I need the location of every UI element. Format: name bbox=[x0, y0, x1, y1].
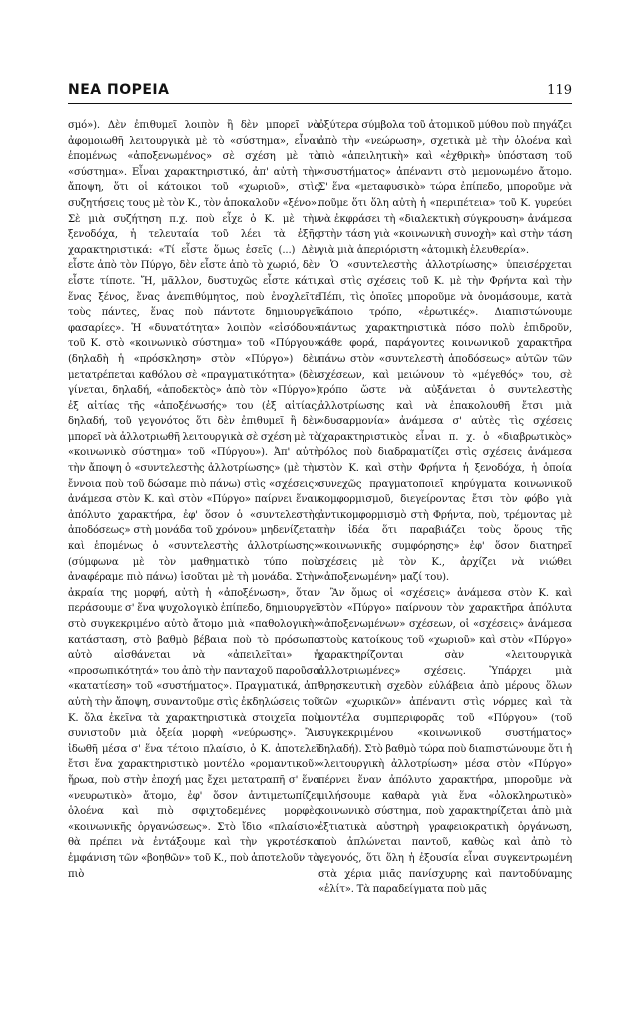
page-number: 119 bbox=[547, 83, 572, 98]
right-column bbox=[318, 118, 572, 898]
page-header bbox=[68, 76, 572, 98]
header-rule bbox=[68, 103, 572, 104]
running-title: ΝΕΑ ΠΟΡΕΙΑ bbox=[68, 82, 170, 98]
paragraph: Ἂν ὅμως οἱ «σχέσεις» ἀνάμεσα στὸν Κ. καὶ στὸν «Πύργο» παίρνουν τὸν χαρακτῆρα ἀπόλυτα «ἀποξενωμένων» σχέσεων, οἱ «σχέσεις» ἀνάμεσα στοὺς κατοίκους τοῦ «χωριοῦ» καὶ στὸν «Πύργο» χαρακτηρίζονται σὰν «λειτουργικὰ ἀλλοτριωμένες» σχέσεις. Ὑπάρχει μιὰ θρησκευτικὴ σχεδὸν εὐλάβεια ἀπὸ μέρους ὅλων τῶν «χωρικῶν» ἀπέναντι στὶς νόρμες καὶ τὰ μοντέλα συμπεριφορᾶς τοῦ «Πύργου» (τοῦ συγκεκριμένου «κοινωνικοῦ συστήματος» δηλαδή). Στὸ βαθμὸ τώρα ποὺ διαπιστώνουμε ὅτι ἡ «λειτουργικὴ ἀλλοτρίωση» μέσα στὸν «Πύργο» πέρνει ἕναν ἀπόλυτο χαρακτήρα, μποροῦμε νὰ μιλήσουμε καθαρὰ γιὰ ἕνα «ὁλοκληρωτικὸ» κοινωνικὸ σύστημα, ποὺ χαρακτηρίζεται ἀπὸ μιὰ ἐξτιατικὰ αὐστηρὴ γραφειοκρατικὴ ὀργάνωση, ποὺ ἀπλώνεται παντοῦ, καθὼς καὶ ἀπὸ τὸ γεγονός, ὅτι ὅλη ἡ ἐξουσία εἶναι συγκεντρωμένη στὰ χέρια μιᾶς πανίσχυρης καὶ παντοδύναμης «ἐλίτ». Τὰ παραδείγματα ποὺ μᾶς bbox=[318, 587, 572, 896]
left-column bbox=[68, 118, 320, 882]
paragraph: ὀξύτερα σύμβολα τοῦ ἀτομικοῦ μύθου ποὺ πηγάζει ἀπὸ τὴν «νεώρωση», σχετικὰ μὲ τὴν ὁλοένα καὶ πιὸ «ἀπειλητικὴ» καὶ «ἐχθρικὴ» ὑπόσταση τοῦ «συστήματος» ἀπέναντι στὸ μεμονωμένο ἄτομο. Σ' ἕνα «μεταφυσικὸ» τώρα ἐπίπεδο, μποροῦμε νὰ ποῦμε ὅτι ὅλη αὐτὴ ἡ «περιπέτεια» τοῦ Κ. γυρεύει νὰ ἐκφράσει τὴ «διαλεκτικὴ σύγκρουση» ἀνάμεσα στὴν τάση γιὰ «κοινωνικὴ συνοχὴ» καὶ στὴν τάση γιὰ μιὰ ἀπεριόριστη «ἀτομικὴ ἐλευθερία». bbox=[318, 120, 572, 256]
paragraph: Ὁ «συντελεστὴς ἀλλοτρίωσης» ὑπεισέρχεται καὶ στὶς σχέσεις τοῦ Κ. μὲ τὴν Φρήντα καὶ τὴν Πέπι, τὶς ὁποῖες μποροῦμε νὰ ὀνομάσουμε, κατὰ κάποιο τρόπο, «ἐρωτικές». Διαπιστώνουμε πάντως χαρακτηριστικὰ πόσο πολὺ ἐπιδροῦν, κάθε φορά, παράγοντες κοινωνικοῦ χαρακτῆρα πάνω στὸν «συντελεστὴ ἀποδόσεως» αὐτῶν τῶν σχέσεων, καὶ μειώνουν τὸ «μέγεθός» του, σὲ τρόπο ὥστε νὰ αὐξάνεται ὁ συντελεστὴς ἀλλοτρίωσης καὶ νὰ ἐπακολουθῆ ἔτσι μιὰ «δυσαρμονία» ἀνάμεσα σ' αὐτὲς τὶς σχέσεις (χαρακτηριστικὸς εἶναι π. χ. ὁ «διαβρωτικὸς» ρόλος ποὺ διαδραματίζει στὶς σχέσεις ἀνάμεσα στὸν Κ. καὶ στὴν Φρήντα ἡ ξενοδόχα, ἡ ὁποία συνεχῶς πραγματοποιεῖ κηρύγματα κοινωνικοῦ κομφορμισμοῦ, διεγείροντας ἔτσι τὸν φόβο γιὰ ἀντικομφορμισμὸ στὴ Φρήντα, ποὺ, τρέμοντας μὲ τὴν ἰδέα ὅτι παραβιάζει τοὺς ὅρους τῆς «κοινωνικῆς συμφόρησης» ἐφ' ὅσον διατηρεῖ σχέσεις μὲ τὸν Κ., ἀρχίζει νὰ νιώθει «ἀποξενωμένη» μαζί του). bbox=[318, 260, 572, 584]
paragraph: σμό»). Δὲν ἐπιθυμεῖ λοιπὸν ἢ δὲν μπορεῖ νὰ ἀφομοιωθῆ λειτουργικὰ μὲ τὸ «σύστημα», εἶναι ἑπομένως «ἀποξενωμένος» σὲ σχέση μὲ τὸ «σύστημα». Εἶναι χαρακτηριστικό, ἀπ' αὐτὴ τὴν ἄποψη, ὅτι οἱ κάτοικοι τοῦ «χωριοῦ», στὶς συζητήσεις τους μὲ τὸν Κ., τὸν ἀποκαλοῦν «ξένο». Σὲ μιὰ συζήτηση π.χ. ποὺ εἶχε ὁ Κ. μὲ τὴν ξενοδόχα, ἡ τελευταία τοῦ λέει τὰ ἑξῆς χαρακτηριστικά: «Τί εἶστε ὅμως ἐσεῖς (...) Δὲν εἶστε ἀπὸ τὸν Πύργο, δὲν εἶστε ἀπὸ τὸ χωριό, δὲν εἶστε τίποτε. Ἤ, μᾶλλον, δυστυχῶς εἶστε κάτι, ἕνας ξένος, ἕνας ἀνεπιθύμητος, ποὺ ἐνοχλεῖτε τοὺς πάντες, ἕνας ποὺ πάντοτε δημιουργεῖ φασαρίες». Ἡ «δυνατότητα» λοιπὸν «εἰσόδου» τοῦ Κ. στὸ «κοινωνικὸ σύστημα» τοῦ «Πύργου» (δηλαδὴ ἡ «πρόσκληση» στὸν «Πύργο») δὲν μετατρέπεται καθόλου σὲ «πραγματικότητα» (δὲν γίνεται, δηλαδή, «ἀποδεκτὸς» ἀπὸ τὸν «Πύργο») ἐξ αἰτίας τῆς «ἀποξένωσής» του (ἐξ αἰτίας, δηλαδή, τοῦ γεγονότος ὅτι δὲν ἐπιθυμεῖ ἢ δὲν μπορεῖ νὰ ἀλλοτριωθῆ λειτουργικὰ σὲ σχέση μὲ τὸ «κοινωνικὸ σύστημα» τοῦ «Πύργου»). Ἀπ' αὐτὴ τὴν ἄποψη ὁ «συντελεστὴς ἀλλοτρίωσης» (μὲ τὴν ἔννοια ποὺ τοῦ δώσαμε πιὸ πάνω) στὶς «σχέσεις» ἀνάμεσα στὸν Κ. καὶ στὸν «Πύργο» παίρνει ἕναν ἀπόλυτο χαρακτήρα, ἐφ' ὅσον ὁ «συντελεστὴς ἀποδόσεως» στὴ μονάδα τοῦ χρόνου» μηδενίζεται καὶ ἑπομένως ὁ «συντελεστὴς ἀλλοτρίωσης» (σύμφωνα μὲ τὸν μαθηματικὸ τύπο ποὺ ἀναφέραμε πιὸ πάνω) ἰσοῦται μὲ τὴ μονάδα. Στὴν ἀκραία της μορφή, αὐτὴ ἡ «ἀποξένωση», ὅταν περάσουμε σ' ἕνα ψυχολογικὸ ἐπίπεδο, δημιουργεῖ στὸ συγκεκριμένο αὐτὸ ἄτομο μιὰ «παθολογικὴ» κατάσταση, στὸ βαθμὸ βέβαια ποὺ τὸ πρόσωπο αὐτὸ αἰσθάνεται νὰ «ἀπειλεῖται» ἡ «προσωπικότητά» του ἀπὸ τὴν πανταχοῦ παροῦσα «κατατίεση» τοῦ «συστήματος». Πραγματικά, ἀπ' αὐτὴ τὴν ἄποψη, συναντοῦμε στὶς ἐκδηλώσεις τοῦ Κ. ὅλα ἐκεῖνα τὰ χαρακτηριστικὰ στοιχεῖα ποὺ συνιστοῦν μιὰ ὀξεία μορφὴ «νεύρωσης». Ἂν ἰδωθῆ μέσα σ' ἕνα τέτοιο πλαίσιο, ὁ Κ. ἀποτελεῖ ἔτσι ἕνα χαρακτηριστικὸ μοντέλο «ρομαντικοῦ» ἥρωα, ποὺ στὴν ἐποχή μας ἔχει μετατραπῆ σ' ἕνα «νευρωτικὸ» ἄτομο, ἐφ' ὅσον ἀντιμετωπίζει ὁλοένα καὶ πιὸ σφιχτοδεμένες μορφὲς «κοινωνικῆς ὀργανώσεως». Στὸ ἴδιο «πλαίσιο» θὰ πρέπει νὰ ἐντάξουμε καὶ τὴν γκροτέσκα ἐμφάνιση τῶν «βοηθῶν» τοῦ Κ., ποὺ ἀποτελοῦν τὰ πιὸ bbox=[68, 120, 321, 880]
